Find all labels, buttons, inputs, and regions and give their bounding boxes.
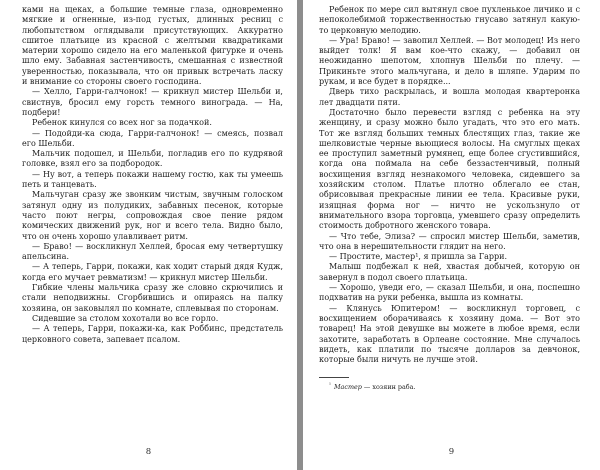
footnote-term: Мастер <box>334 383 362 392</box>
paragraph: — А теперь, Гарри, покажи, как ходит старый дядя Кудж, когда его мучает ревматизм! — крикнул мистер Шельби. <box>22 262 283 282</box>
page-number-left: 8 <box>145 447 152 457</box>
paragraph: — Что тебе, Элиза? — спросил мистер Шельби, заметив, что она в нерешительности глядит на него. <box>319 231 580 251</box>
paragraph: ками на щеках, а большие темные глаза, одновременно мягкие и огненные, из-под густых, длинных ресниц с любопытством оглядывали присутствующих. Аккуратно сшитое платьице из красной с желтыми квадратиками материи хорошо сидело на его маленькой фигурке и очень шло ему. Забавная застенчивость, смешанная с известной уверенностью, показывала, что он привык встречать ласку и внимание со стороны своего господина. <box>22 5 283 87</box>
paragraph: — Ну вот, а теперь покажи нашему гостю, как ты умеешь петь и танцевать. <box>22 169 283 190</box>
footnote-marker: ¹ <box>329 382 332 389</box>
paragraph: Гибкие члены мальчика сразу же словно скрючились и стали неподвижны. Сгорбившись и опираясь на палку хозяина, он заковылял по комнате, сплевывая по сторонам. <box>22 283 283 313</box>
paragraph: — Подойди-ка сюда, Гарри-галчонок! — смеясь, позвал его Шельби. <box>22 128 283 148</box>
paragraph: Ребенок по мере сил вытянул свое пухленькое личико и с непоколебимой торжественностью гнусаво затянул какую-то церковную мелодию. <box>319 5 580 35</box>
paragraph: — Хелло, Гарри-галчонок! — крикнул мистер Шельби и, свистнув, бросил ему горсть темного винограда. — На, подбери! <box>22 87 283 117</box>
footnote-text: — хозяин раба. <box>361 383 416 392</box>
paragraph: Мальчик подошел, и Шельби, погладив его по кудрявой головке, взял его за подбородок. <box>22 149 283 169</box>
paragraph: — Клянусь Юпитером! — воскликнул торговец, с восхищением оборачиваясь к хозяину дома. — Вот это товарец! На этой девушке вы можете в любое время, если захотите, заработать в Орлеане состояние. Мне случалось видеть, как платили по тысяче долларов за девчонок, которые были ничуть не лучше этой. <box>319 303 580 365</box>
right-page <box>303 0 600 470</box>
paragraph: — Ура! Браво! — завопил Хеллей. — Вот молодец! Из него выйдет толк! Я вам кое-что скажу, — добавил он неожиданно шепотом, хлопнув Шельби по плечу. — Прикиньте этого мальчугана, и дело в шляпе. Ударим по рукам, и все будет в порядке... <box>319 35 580 87</box>
paragraph: Ребенок кинулся со всех ног за подачкой. <box>32 118 212 128</box>
paragraph: — Простите, мастер¹, я пришла за Гарри. <box>329 252 508 262</box>
paragraph: Малыш подбежал к ней, хвастая добычей, которую он завернул в подол своего платьица. <box>319 262 580 282</box>
left-page-text <box>22 5 283 345</box>
paragraph: — Браво! — воскликнул Хеллей, бросая ему четвертушку апельсина. <box>22 241 283 262</box>
right-page-text <box>319 5 580 365</box>
paragraph: — А теперь, Гарри, покажи-ка, как Роббинс, предстатель церковного совета, запевает псалом. <box>22 324 283 344</box>
left-page <box>0 0 297 470</box>
paragraph: Мальчуган сразу же звонким чистым, звучным голоском затянул одну из полудиких, забавных песенок, которые часто поют негры, сопровождая свое пение рядом комических движений рук, ног и всего тела. Видно было, что он очень хорошо улавливает ритм. <box>22 190 283 241</box>
paragraph: Сидевшие за столом хохотали во все горло. <box>32 313 219 323</box>
footnote <box>319 381 580 391</box>
page-number-right: 9 <box>448 447 455 457</box>
paragraph: Достаточно было перевести взгляд с ребенка на эту женщину, и сразу можно было угадать, что это его мать. Тот же взгляд больших темных блестящих глаз, такие же шелковистые черные вьющиеся волосы. На смуглых щеках ее проступил заметный румянец, еще более сгустившийся, когда она поймала на себе беззастенчивый, полный восхищения взгляд незнакомого человека, сидевшего за хозяйским столом. Платье плотно облегало ее стан, обрисовывая прекрасные линии ее тела. Красивые руки, изящная форма ног — ничто не ускользнуло от внимательного взора торговца, умевшего сразу определить стоимость добротного женского товара. <box>319 107 580 231</box>
paragraph: Дверь тихо раскрылась, и вошла молодая квартеронка лет двадцати пяти. <box>319 87 580 107</box>
paragraph: — Хорошо, уведи его, — сказал Шельби, и она, поспешно подхватив на руки ребенка, вышла из комнаты. <box>319 283 580 303</box>
footnote-divider <box>319 377 349 378</box>
